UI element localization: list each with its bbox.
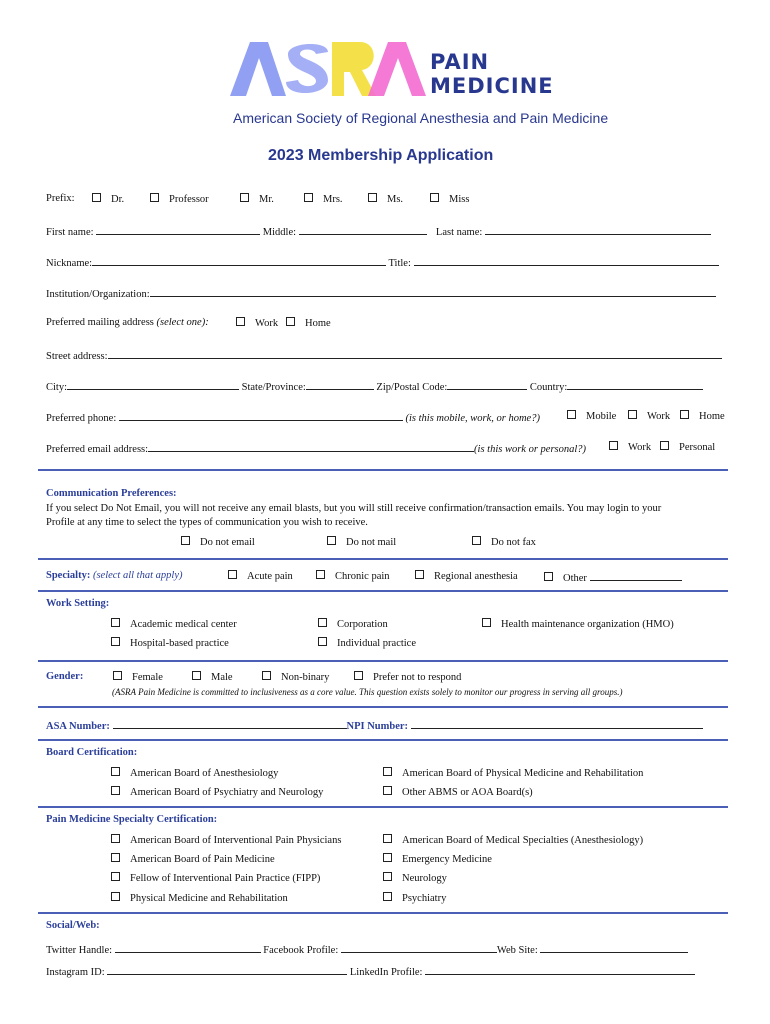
checkbox-icon[interactable] [383, 853, 392, 862]
asra-letters-logo [228, 38, 428, 98]
asra-logo [228, 38, 558, 108]
option-label: Personal [679, 442, 716, 453]
street-row [46, 348, 722, 362]
country-label: Country: [529, 382, 568, 393]
option-label: Academic medical center [130, 619, 237, 630]
instagram-field[interactable] [107, 964, 347, 975]
prefix-row [46, 193, 75, 204]
comm-text-2: Profile at any time to select the types of communication you wish to receive. [46, 517, 368, 528]
prefix-mr[interactable] [240, 193, 274, 205]
zip-label: Zip/Postal Code: [376, 382, 448, 393]
checkbox-icon[interactable] [150, 193, 159, 202]
checkbox-icon[interactable] [482, 618, 491, 627]
checkbox-icon[interactable] [383, 892, 392, 901]
option-label: Miss [449, 194, 470, 205]
social-row-1 [46, 942, 688, 956]
title-label: Title: [388, 258, 411, 269]
mailing-row [46, 317, 209, 328]
checkbox-icon[interactable] [228, 570, 237, 579]
prefix-professor[interactable] [150, 193, 209, 205]
npi-field[interactable] [411, 718, 703, 729]
checkbox-icon[interactable] [680, 410, 689, 419]
pain-heading: Pain Medicine Specialty Certification: [46, 814, 218, 825]
nickname-row [46, 255, 719, 269]
option-label: Psychiatry [402, 893, 447, 904]
option-label: American Board of Pain Medicine [130, 854, 275, 865]
option-label: Corporation [337, 619, 388, 630]
checkbox-icon[interactable] [354, 671, 363, 680]
divider [38, 739, 728, 741]
comm-text-1: If you select Do Not Email, you will not receive any email blasts, but you will still receive confirmation/transaction emails. You may login to your [46, 503, 662, 514]
state-field[interactable] [306, 379, 374, 390]
country-field[interactable] [567, 379, 703, 390]
divider [38, 469, 728, 471]
first-name-label: First name: [46, 227, 94, 238]
option-label: American Board of Medical Specialties (Anesthesiology) [402, 835, 644, 846]
linkedin-label: LinkedIn Profile: [349, 967, 423, 978]
option-label: Hospital-based practice [130, 638, 229, 649]
checkbox-icon[interactable] [383, 786, 392, 795]
website-field[interactable] [540, 942, 688, 953]
checkbox-icon[interactable] [111, 853, 120, 862]
checkbox-icon[interactable] [304, 193, 313, 202]
specialty-acute[interactable] [228, 570, 293, 582]
board-heading: Board Certification: [46, 747, 138, 758]
specialty-other[interactable] [544, 570, 682, 584]
phone-field[interactable] [119, 410, 403, 421]
checkbox-icon[interactable] [383, 767, 392, 776]
npi-label: NPI Number: [346, 721, 409, 732]
work-academic[interactable] [111, 618, 237, 630]
email-field[interactable] [148, 441, 474, 452]
phone-mobile[interactable] [567, 410, 616, 422]
checkbox-icon[interactable] [111, 892, 120, 901]
gender-nonbinary[interactable] [262, 671, 329, 683]
option-label: Home [699, 411, 725, 422]
facebook-label: Facebook Profile: [263, 945, 339, 956]
pain-right-option[interactable] [383, 872, 447, 884]
option-label: Other ABMS or AOA Board(s) [402, 787, 533, 798]
option-label: American Board of Anesthesiology [130, 768, 279, 779]
option-label: Work [628, 442, 652, 453]
prefix-mrs[interactable] [304, 193, 343, 205]
checkbox-icon[interactable] [327, 536, 336, 545]
option-label: Professor [169, 194, 209, 205]
option-label: Neurology [402, 873, 447, 884]
board-psychiatry[interactable] [111, 786, 323, 798]
checkbox-icon[interactable] [113, 671, 122, 680]
institution-label: Institution/Organization: [46, 289, 150, 300]
option-label: Dr. [111, 194, 125, 205]
option-label: Chronic pain [335, 571, 390, 582]
organization-name: American Society of Regional Anesthesia and Pain Medicine [233, 110, 609, 126]
option-label: Female [132, 672, 163, 683]
phone-work[interactable] [628, 410, 670, 422]
phone-home[interactable] [680, 410, 725, 422]
checkbox-icon[interactable] [383, 872, 392, 881]
pain-left-option[interactable] [111, 872, 320, 884]
last-name-label: Last name: [435, 227, 483, 238]
checkbox-icon[interactable] [660, 441, 669, 450]
checkbox-icon[interactable] [236, 317, 245, 326]
instagram-label: Instagram ID: [46, 967, 105, 978]
specialty-regional[interactable] [415, 570, 518, 582]
option-label: Do not email [200, 537, 255, 548]
comm-no-fax[interactable] [472, 536, 536, 548]
board-anesthesiology[interactable] [111, 767, 278, 779]
checkbox-icon[interactable] [92, 193, 101, 202]
social-row-2 [46, 964, 695, 978]
institution-field[interactable] [150, 286, 716, 297]
asa-label: ASA Number: [46, 721, 110, 732]
checkbox-icon[interactable] [318, 637, 327, 646]
city-label: City: [46, 382, 68, 393]
social-heading: Social/Web: [46, 920, 100, 931]
pain-right-option[interactable] [383, 834, 643, 846]
checkbox-icon[interactable] [368, 193, 377, 202]
email-personal[interactable] [660, 441, 715, 453]
checkbox-icon[interactable] [111, 767, 120, 776]
divider [38, 590, 728, 592]
gender-female[interactable] [113, 671, 163, 683]
gender-note: (ASRA Pain Medicine is committed to inclusiveness as a core value. This question exists solely to monitor our progress in serving all groups.) [112, 687, 623, 697]
city-field[interactable] [67, 379, 239, 390]
comm-no-mail[interactable] [327, 536, 396, 548]
option-label: Other [563, 573, 587, 584]
work-individual[interactable] [318, 637, 416, 649]
option-label: Fellow of Interventional Pain Practice (FIPP) [130, 873, 321, 884]
email-hint: (is this work or personal?) [474, 444, 587, 455]
option-label: Emergency Medicine [402, 854, 492, 865]
option-label: Health maintenance organization (HMO) [501, 619, 674, 630]
option-label: Home [305, 318, 331, 329]
checkbox-icon[interactable] [111, 872, 120, 881]
prefix-label: Prefix: [46, 193, 75, 204]
name-row [46, 224, 711, 238]
gender-label: Gender: [46, 671, 84, 682]
option-label: Do not fax [491, 537, 536, 548]
option-label: Mrs. [323, 194, 343, 205]
mailing-label: Preferred mailing address [46, 317, 154, 328]
pain-right-option[interactable] [383, 892, 446, 904]
checkbox-icon[interactable] [192, 671, 201, 680]
pain-right-option[interactable] [383, 853, 492, 865]
option-label: Do not mail [346, 537, 397, 548]
board-other[interactable] [383, 786, 533, 798]
phone-label: Preferred phone: [46, 413, 117, 424]
checkbox-icon[interactable] [111, 637, 120, 646]
title-field[interactable] [414, 255, 719, 266]
state-label: State/Province: [241, 382, 306, 393]
phone-row [46, 410, 540, 424]
twitter-field[interactable] [115, 942, 261, 953]
divider [38, 912, 728, 914]
comm-heading: Communication Preferences: [46, 488, 177, 499]
option-label: Physical Medicine and Rehabilitation [130, 893, 288, 904]
checkbox-icon[interactable] [430, 193, 439, 202]
facebook-field[interactable] [341, 942, 497, 953]
email-work[interactable] [609, 441, 651, 453]
asa-field[interactable] [113, 718, 347, 729]
checkbox-icon[interactable] [472, 536, 481, 545]
street-field[interactable] [108, 348, 722, 359]
option-label: American Board of Physical Medicine and Rehabilitation [402, 768, 644, 779]
work-hospital[interactable] [111, 637, 229, 649]
nickname-label: Nickname: [46, 258, 93, 269]
option-label: Non-binary [281, 672, 330, 683]
divider [38, 806, 728, 808]
checkbox-icon[interactable] [544, 572, 553, 581]
website-label: Web Site: [496, 945, 538, 956]
checkbox-icon[interactable] [609, 441, 618, 450]
option-label: Work [255, 318, 279, 329]
nickname-field[interactable] [92, 255, 386, 266]
prefix-miss[interactable] [430, 193, 469, 205]
checkbox-icon[interactable] [240, 193, 249, 202]
work-hmo[interactable] [482, 618, 674, 630]
checkbox-icon[interactable] [318, 618, 327, 627]
checkbox-icon[interactable] [567, 410, 576, 419]
specialty-hint: (select all that apply) [92, 570, 183, 581]
checkbox-icon[interactable] [383, 834, 392, 843]
mailing-home[interactable] [286, 317, 331, 329]
page-title: 2023 Membership Application [268, 147, 494, 164]
phone-hint: (is this mobile, work, or home?) [405, 413, 540, 424]
zip-field[interactable] [447, 379, 527, 390]
work-heading: Work Setting: [46, 598, 110, 609]
logo-medicine-word: MEDICINE [430, 74, 554, 98]
specialty-row [46, 570, 182, 581]
option-label: American Board of Interventional Pain Physicians [130, 835, 342, 846]
pain-left-option[interactable] [111, 834, 341, 846]
option-label: Individual practice [337, 638, 417, 649]
middle-name-field[interactable] [299, 224, 427, 235]
divider [38, 660, 728, 662]
gender-prefer-not[interactable] [354, 671, 461, 683]
middle-name-label: Middle: [262, 227, 297, 238]
option-label: Mr. [259, 194, 274, 205]
checkbox-icon[interactable] [628, 410, 637, 419]
option-label: Male [211, 672, 233, 683]
mailing-work[interactable] [236, 317, 278, 329]
mailing-hint: (select one): [156, 317, 209, 328]
comm-no-email[interactable] [181, 536, 255, 548]
option-label: Mobile [586, 411, 617, 422]
prefix-ms[interactable] [368, 193, 403, 205]
twitter-label: Twitter Handle: [46, 945, 113, 956]
checkbox-icon[interactable] [181, 536, 190, 545]
specialty-label: Specialty: [46, 570, 91, 581]
institution-row [46, 286, 716, 300]
first-name-field[interactable] [96, 224, 260, 235]
email-row [46, 441, 586, 455]
work-corporation[interactable] [318, 618, 388, 630]
option-label: Work [647, 411, 671, 422]
checkbox-icon[interactable] [111, 618, 120, 627]
checkbox-icon[interactable] [286, 317, 295, 326]
gender-male[interactable] [192, 671, 233, 683]
specialty-chronic[interactable] [316, 570, 390, 582]
email-label: Preferred email address: [46, 444, 149, 455]
pain-left-option[interactable] [111, 892, 288, 904]
option-label: Regional anesthesia [434, 571, 518, 582]
board-pmr[interactable] [383, 767, 643, 779]
option-label: Ms. [387, 194, 404, 205]
specialty-other-field[interactable] [590, 570, 682, 581]
divider [38, 706, 728, 708]
checkbox-icon[interactable] [262, 671, 271, 680]
street-label: Street address: [46, 351, 108, 362]
pain-left-option[interactable] [111, 853, 275, 865]
address-row [46, 379, 703, 393]
option-label: Prefer not to respond [373, 672, 462, 683]
prefix-dr[interactable] [92, 193, 124, 205]
option-label: American Board of Psychiatry and Neurology [130, 787, 324, 798]
checkbox-icon[interactable] [111, 786, 120, 795]
asa-npi-row [46, 718, 703, 732]
logo-pain-word: PAIN [430, 50, 490, 74]
divider [38, 558, 728, 560]
checkbox-icon[interactable] [316, 570, 325, 579]
last-name-field[interactable] [485, 224, 711, 235]
checkbox-icon[interactable] [415, 570, 424, 579]
checkbox-icon[interactable] [111, 834, 120, 843]
option-label: Acute pain [247, 571, 293, 582]
linkedin-field[interactable] [425, 964, 695, 975]
